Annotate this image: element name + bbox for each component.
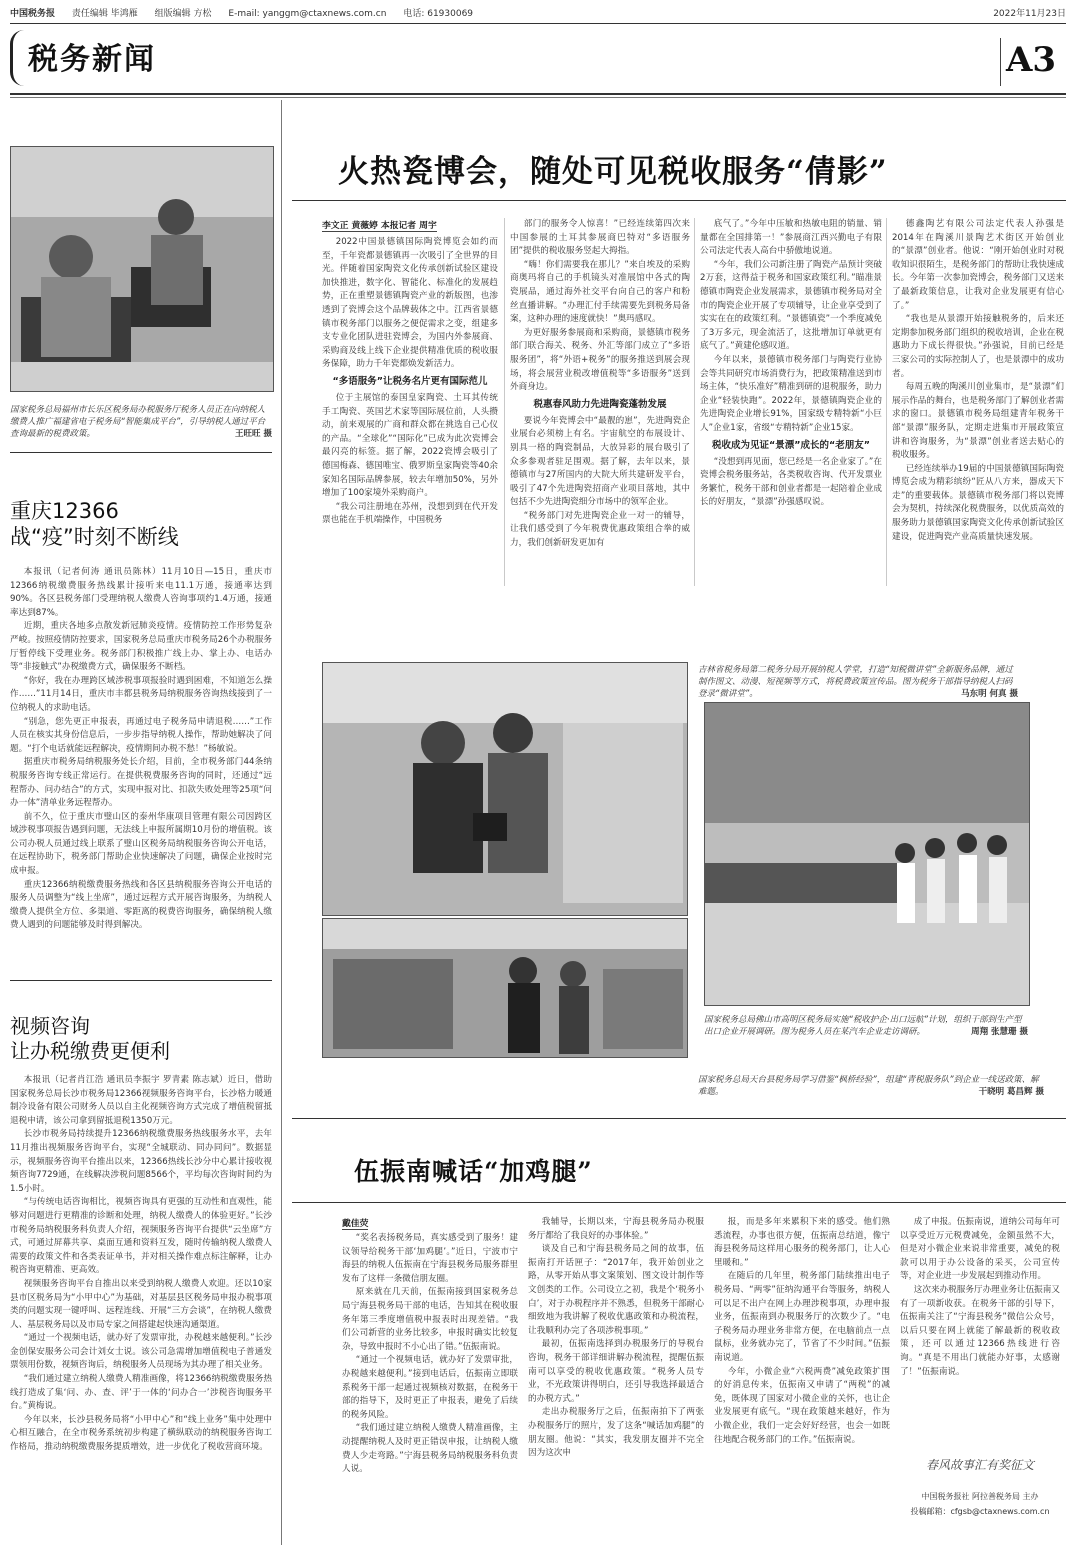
porcelain-paragraph: 为更好服务参展商和采购商，景德镇市税务部门联合海关、税务、外汇等部门成立了“多语服务团”，将“外语+税务”的服务推送到展会现场，将会展营业税改增值税等“多语服务”送到外商身边。 bbox=[510, 327, 690, 393]
foshan-small-photo bbox=[322, 918, 688, 1058]
chongqing-title-line1: 重庆12366 bbox=[10, 499, 119, 523]
porcelain-rule bbox=[292, 200, 1066, 201]
foshan-caption bbox=[704, 1014, 1028, 1038]
caption-credit: 王旺旺 摄 bbox=[235, 429, 272, 439]
porcelain-paragraph: 今年以来，景德镇市税务部门与陶瓷行业协会等共同研究市场消费行为，把政策精准送到市场主体，“快乐准好”精准到研的退税服务，助力企业“轻装快跑”。2022年，景德镇陶瓷企业的先进陶瓷企业增长91%，国家级专精特新“小巨人”企业1家，省级“专精特新”企业15家。 bbox=[700, 354, 882, 433]
chongqing-paragraph: 据重庆市税务局纳税服务处长介绍，目前，全市税务部门44条纳税服务咨询专线正常运行。在提供税费服务咨询的同时，还通过“远程帮办、问办结合”的方式，实现申报对比、扣款失败处理等25项“问办一体”清单业务远程帮办。 bbox=[10, 757, 272, 809]
caption-credit: 干晓明 葛昌辉 摄 bbox=[978, 1087, 1044, 1097]
video-body bbox=[10, 1074, 272, 1542]
caption-credit: 马东明 何真 摄 bbox=[961, 689, 1018, 699]
masthead-meta bbox=[10, 6, 1066, 22]
porcelain-paragraph: “今年，我们公司新注册了陶瓷产品预计突破2万套，这得益于税务和国家政策红利。”瞄准景德镇市陶瓷企业发展需求，景德镇市税务局对全市的陶瓷企业开展了专项辅导，让企业享受到了实实在在的政策红利。“景德镇瓷”一个季度减免了3万多元，现金流活了，这批增加订单就更有底气了。”黄建伦感叹道。 bbox=[700, 259, 882, 352]
video-paragraph: “我们通过建立纳税人缴费人精准画像，将12366纳税缴费服务热线打造成了集‘问、办、查、评’于一体的‘问办合一’涉税咨询服务平台。”黄梅说。 bbox=[10, 1374, 272, 1412]
chicken-paragraph: 这次来办税服务厅办理业务让伍振南又有了一项新收获。在税务干部的引导下，伍振南关注了“宁海县税务”微信公众号，以后只要在网上就能了解最新的税收政策，还可以通过12366热线进行咨询。“真是不用出门就能办好事，太感谢了！”伍振南说。 bbox=[900, 1284, 1060, 1377]
chicken-headline-rule bbox=[292, 1202, 1066, 1203]
porcelain-subhead-3: 税收成为见证“景漂”成长的“老朋友” bbox=[712, 439, 870, 451]
caption-text: 国家税务总局佛山市高明区税务局实施“税收护企·出口远航”计划，组织干部到生产型出口企业开展调研。图为税务人员在某汽车企业走访调研。 bbox=[704, 1015, 1022, 1037]
video-paragraph: 今年以来，长沙县税务局将“小甲中心”和“线上业务”集中处理中心相互融合，在全市税务系统初步构建了横纵联动的纳税服务咨询工作格局，推动纳税缴费服务提质增效，进一步优化了税收营商环境。 bbox=[10, 1414, 272, 1453]
porcelain-paragraph: 已经连续举办19届的中国景德镇国际陶瓷博览会成为精彩缤纷“匠从八方来，器成天下走”的重要载体。景德镇市税务部门将以瓷博会为契机，持续深化税费服务，以优质高效的服务助力景德镇国家陶瓷文化传承创新试验区建设，促进陶瓷产业高质量快速发展。 bbox=[892, 463, 1064, 542]
chongqing-paragraph: “你好，我在办理跨区域涉税事项报验时遇到困难，不知道怎么操作……”11月14日，重庆市丰都县税务局纳税服务咨询热线接到了一位纳税人的求助电话。 bbox=[10, 675, 272, 713]
tiantai-scene-image bbox=[705, 703, 1029, 1005]
caption-text: 国家税务总局天台县税务局学习借鉴“枫桥经验”，组建“青税服务队”到企业一线送政策、解难题。 bbox=[698, 1075, 1039, 1097]
porcelain-paragraph: “我也是从景漂开始接触税务的，后来还定期参加税务部门组织的税收培训，企业在税惠助力下成长得很快。”孙强说，目前已经是三家公司的实际控制人了，也是景漂中的成功者。 bbox=[892, 314, 1064, 379]
porcelain-subhead-2: 税惠春风助力先进陶瓷蓬勃发展 bbox=[533, 398, 667, 410]
porcelain-col4 bbox=[892, 218, 1064, 588]
porcelain-paragraph: 位于主展馆的泰国皇家陶瓷、土耳其传统手工陶瓷、英国艺术家等国际展位前，人头攒动，前来观展的广商和群众都在挑选自己心仪的产品。“全球化”“国际化”已成为此次瓷博会最闪亮的标签。据了解，2022瓷博会吸引了德国梅森、德国唯宝、俄罗斯皇家陶瓷等40余家知名国际品牌参展，较去年增加50%，另外增加了100家境外采购商户。 bbox=[322, 392, 498, 499]
porcelain-paragraph: 每周五晚的陶溪川创业集市，是“景漂”们展示作品的舞台，也是税务部门了解创业者需求的窗口。景德镇市税务局组建青年税务干部“景漂”服务队，定期走进集市开展政策宣讲和咨询服务，为“景漂”创业者送去贴心的税收服务。 bbox=[892, 382, 1064, 461]
porcelain-col1 bbox=[322, 236, 498, 588]
porcelain-byline: 李文正 黄薇婷 本报记者 周宇 bbox=[322, 218, 437, 232]
chicken-paragraph: 谈及自己和宁海县税务局之间的故事，伍振南打开话匣子：“2017年，我开始创业之路，从零开始从事文案策划、图文设计制作等文创类的工作。公司设立之初，我是个‘税务小白’，对于办税程序并不熟悉，但税务干部耐心细致地为我讲解了税收优惠政策和办税流程，让我顺利办完了各项涉税事项。” bbox=[528, 1244, 704, 1336]
layout-editor-name: 组版编辑 方松 bbox=[154, 9, 212, 19]
porcelain-paragraph: “税务部门对先进陶瓷企业一对一的辅导，让我们感受到了今年税费优惠政策组合拳的威力，我们创新研发更加有 bbox=[510, 510, 690, 549]
porcelain-headline: 火热瓷博会，随处可见税收服务“倩影” bbox=[338, 154, 888, 190]
section-rule-thin bbox=[10, 97, 1066, 98]
porcelain-col-rule bbox=[694, 218, 695, 586]
video-paragraph: 长沙市税务局持续提升12366纳税缴费服务热线服务水平，去年11月推出视频服务咨询平台，实现“全城联动、同办同问”。数据显示，视频服务咨询平台推出以来，12366热线长沙分中心累计接收视频咨询7729通，在线解决涉税问题8566个，平均每次咨询时间约为1.5小时。 bbox=[10, 1129, 272, 1194]
video-paragraph: 本报讯（记者肖江浩 通讯员李振宇 罗青素 陈志斌）近日，借助国家税务总局长沙市税务局12366视频服务咨询平台，长沙格力暖通制冷设备有限公司财务人员以自主化视频咨询方式完成了增值税留抵退税申请，该公司拿到留抵退税1350万元。 bbox=[10, 1075, 272, 1126]
left-divider-1 bbox=[10, 452, 272, 453]
chicken-paragraph: 走出办税服务厅之后，伍振南拍下了两张办税服务厅的照片，发了这条“喊话加鸡腿”的朋友圈。他说：“其实，我发朋友圈并不完全因为这次申 bbox=[528, 1407, 704, 1459]
chicken-paragraph: 我辅导，长期以来，宁海县税务局办税服务厅都给了我良好的办事体验。” bbox=[528, 1217, 704, 1241]
porcelain-col-rule bbox=[504, 218, 505, 586]
chicken-paragraph: 原来就在几天前，伍振南接到国家税务总局宁海县税务局干部的电话，告知其在税收服务年第三季度增值税申报表时出现差错。“我们公司新营的业务比较多，申报时确实比较复杂，导致申报时不小心出了错。”伍振南说。 bbox=[342, 1287, 518, 1352]
jilin-photo bbox=[322, 662, 688, 916]
section-rule bbox=[10, 93, 1066, 95]
top-left-photo bbox=[10, 146, 274, 392]
chicken-paragraph: 今年，小微企业“六税两费”减免政策扩围的好消息传来，伍振南又申请了“两税”的减免，既体现了国家对小微企业的关怀，也让企业发展更有底气。“现在政策越来越好，作为小微企业，我们一定会好好经营，也会一如既往地配合税务部门的工作。”伍振南说。 bbox=[714, 1366, 890, 1445]
chicken-paragraph: 报，而是多年来累积下来的感受。他们熟悉流程，办事也很方便，伍振南总结道，像宁海县税务局这样用心服务的税务部门，让人心里暖和。” bbox=[714, 1217, 890, 1268]
chongqing-paragraph: “别急，您先更正申报表，再通过电子税务局申请退税……”工作人员在核实其身份信息后，一步步指导纳税人操作，帮助她解决了问题。“打个电话就能远程解决，疫情期间办税不愁！”杨敏说。 bbox=[10, 716, 272, 754]
video-title-line2: 让办税缴费更便利 bbox=[10, 1039, 170, 1063]
contest-title: 春风故事汇有奖征文 bbox=[925, 1458, 1034, 1472]
chongqing-paragraph: 近期，重庆各地多点散发新冠肺炎疫情。疫情防控工作形势复杂严峻。按照疫情防控要求，国家税务总局重庆市税务局26个办税服务厅暂停线下受理业务。税务部门积极推广线上办、掌上办、电话办等“非接触式”办税缴费方式，确保服务不断档。 bbox=[10, 621, 272, 673]
chongqing-title-line2: 战“疫”时刻不断线 bbox=[10, 525, 179, 549]
issue-date: 2022年11月23日 bbox=[993, 9, 1066, 19]
tiantai-caption bbox=[698, 1074, 1044, 1098]
chongqing-body bbox=[10, 566, 272, 942]
video-title-block bbox=[10, 1014, 272, 1064]
chicken-paragraph: “奖名表扬税务局，真实感受到了服务！建议领导给税务干部‘加鸡腿’。”近日，宁波市宁海县的纳税人伍振南在宁海县税务局服务群里发布了这样一条微信朋友圈。 bbox=[342, 1233, 518, 1284]
chicken-col1 bbox=[342, 1232, 518, 1542]
porcelain-col-rule bbox=[886, 218, 887, 586]
tiantai-photo bbox=[704, 702, 1030, 1006]
section-title: 税务新闻 bbox=[28, 42, 156, 77]
porcelain-paragraph: 部门的服务令人惊喜！”已经连续第四次来中国参展的土耳其参展商巴特对“多语服务团”提供的税收服务竖起大拇指。 bbox=[510, 219, 690, 257]
jilin-caption bbox=[698, 664, 1018, 700]
chicken-headline: 伍振南喊话“加鸡腿” bbox=[354, 1157, 593, 1186]
contest-box bbox=[900, 1438, 1060, 1542]
email: E-mail: yanggm@ctaxnews.com.cn bbox=[228, 9, 387, 19]
chicken-col3 bbox=[714, 1216, 890, 1542]
left-divider-2 bbox=[10, 980, 272, 981]
video-title-line1: 视频咨询 bbox=[10, 1014, 90, 1038]
chongqing-paragraph: 本报讯（记者何涛 通讯员陈林）11月10日—15日，重庆市12366纳税缴费服务热线累计接听来电11.1万通，接通率达到90%。各区县税务部门受理纳税人缴费人咨询事项约1.4万通，接通率达到87%。 bbox=[10, 567, 272, 618]
editor-name: 责任编辑 毕鸿雁 bbox=[71, 9, 138, 19]
caption-text: 吉林省税务局第二税务分局开展纳税人学堂，打造“知税微讲堂”全新服务品牌，通过制作图文、动漫、短视频等方式，将税费政策宣传品。图为税务干部指导纳税人扫码登录“微讲堂”。 bbox=[698, 665, 1013, 699]
porcelain-paragraph: “我公司注册地在苏州，没想到到在代开发票也能在手机端操作，中国税务 bbox=[322, 501, 498, 526]
chicken-byline: 戴佳荧 bbox=[342, 1216, 368, 1230]
video-paragraph: 视频服务咨询平台自推出以来受到纳税人缴费人欢迎。还以10家县市区税务局为“小甲中心”为基础，对基层县区税务局申报办税事项类的问题实现一键呼叫、远程连线、开展“三方会谈”，在纳税人缴费人、基层税务局以及市局专家之间搭建起快速沟通渠道。 bbox=[10, 1278, 272, 1330]
porcelain-paragraph: 要说今年瓷博会中“最靓的崽”，先进陶瓷企业展台必须榜上有名。宇宙航空的布展设计、别具一格的陶瓷制品，大放异彩的展台吸引了众多参观者驻足围观。据了解，去年以来，景德镇市与27所国内的大院大所共建研发平台，吸引了47个先进陶瓷招商产业项目落地，其中包括不少先进陶瓷细分市场中的领军企业。 bbox=[510, 415, 690, 508]
chicken-col4 bbox=[900, 1216, 1060, 1432]
masthead-rule bbox=[10, 23, 1066, 24]
porcelain-subhead-1: “多语服务”让税务名片更有国际范儿 bbox=[332, 375, 488, 387]
contest-email: 投稿邮箱：cfgsb@ctaxnews.com.cn bbox=[910, 1507, 1050, 1516]
porcelain-col3 bbox=[700, 218, 882, 588]
chicken-paragraph: 最初，伍振南选择到办税服务厅的导税台咨询，税务干部详细讲解办税流程，提醒伍振南可以享受的税收优惠政策。“税务人员专业，不光政策讲得明白，还引导我选择最适合的办税方式。” bbox=[528, 1339, 704, 1404]
porcelain-col2 bbox=[510, 218, 690, 588]
chicken-top-rule bbox=[292, 1118, 1066, 1119]
chicken-paragraph: 在随后的几年里，税务部门陆续推出电子税务局、“两零”征纳沟通平台等服务，纳税人可以足不出户在网上办理涉税事项，办理申报业务，伍振南到办税服务厅的次数少了。“电子税务局办理业务非常方便，在电脑前点一点鼠标，业务就办完了，节省了不少时间。”伍振南说道。 bbox=[714, 1271, 890, 1363]
porcelain-paragraph: 底气了。”今年中压敏和热敏电阻的销量、销量都在全国排第一！”参展商江西兴勤电子有限公司法定代表人高台中骄傲地说道。 bbox=[700, 219, 882, 257]
video-paragraph: “通过一个视频电话，就办好了发票审批，办税越来越便利。”长沙金创保安服务公司会计刘女士说。该公司急需增加增值税电子普通发票领用份数，视频咨询后，纳税服务人员现场为其办理了相关业务。 bbox=[10, 1333, 272, 1371]
chicken-paragraph: 成了申报。伍振南说，道纳公司每年可以享受近万元税费减免，金额虽然不大，但是对小微企业来说非常重要，减免的税款可以用于办公设备的采买，公司宣传等，对企业进一步发展起到推动作用。 bbox=[900, 1217, 1060, 1282]
chongqing-title-block bbox=[10, 498, 272, 550]
porcelain-paragraph: “嗨！你们需要我在那儿？”来自埃及的采购商奥玛将自己的手机镜头对准展馆中各式的陶瓷展品，通过海外社交平台向自己的客户和粉丝直播讲解。“办理汇付手续需要先到税务局备案，这种办理的速度就快！”奥玛感叹。 bbox=[510, 259, 690, 325]
porcelain-paragraph: 德鑫陶艺有限公司法定代表人孙强是2014年在陶溪川景陶艺术街区开始创业的“景漂”创业者。他说：“刚开始创业时对税收知识很陌生，是税务部门的帮助让我快速成长。今年第一次参加瓷博会，税务部门又送来了最新政策信息，让我对企业发展更有信心了。” bbox=[892, 219, 1064, 311]
chongqing-paragraph: 前不久，位于重庆市璧山区的泰州华康项目管理有限公司因跨区域涉税事项报告遇到问题，无法线上申报所属期10月份的增值税。该公司办税人员通过线上联系了璧山区税务局纳税服务咨询公开电话，在远程协助下，税务部门帮助企业快速解决了问题，确保企业按时完成申报。 bbox=[10, 811, 272, 877]
page-number: A3 bbox=[1006, 40, 1057, 80]
foshan-factory-image bbox=[323, 919, 687, 1057]
caption-text: 国家税务总局福州市长乐区税务局办税服务厅税务人员正在向纳税人缴费人推广福建省电子税务局“智能集成平台”，引导纳税人通过平台查询最新的税费政策。 bbox=[10, 405, 266, 439]
office-scene-image bbox=[11, 147, 273, 391]
video-paragraph: “与传统电话咨询相比，视频咨询具有更强的互动性和直观性，能够对问题进行更精准的诊断和处理，纳税人缴费人的体验更好。”长沙市税务局纳税服务科负责人介绍，视频服务咨询平台提供“云坐席”方式，可通过屏幕共享、桌面互通和资料互发，随时传输纳税人缴费人需要的政策文件和各类表证单书，并对相关操作难点标注解释，让办税咨询更精准、更高效。 bbox=[10, 1197, 272, 1276]
caption-credit: 周翔 张慧珊 摄 bbox=[971, 1027, 1028, 1037]
vertical-column-rule bbox=[281, 100, 282, 1545]
contest-organizer: 中国税务报社 阿拉善税务局 主办 bbox=[921, 1492, 1039, 1501]
porcelain-paragraph: 2022中国景德镇国际陶瓷博览会如约而至，千年瓷都景德镇再一次吸引了全世界的目光。伴随着国家陶瓷文化传承创新试验区建设加快推进，数字化、智能化、标准化的发展趋势，正在重塑景德镇陶瓷产业的新版图，也渗透到了瓷博会这个品牌载体之中。江西省景德镇市税务部门以服务之便促需求之变，组建多支专业化团队进驻瓷博会，为国内外参展商、采购商及线上线下企业提供精准优质的税收服务保障，助力千年瓷都焕发新活力。 bbox=[322, 237, 498, 370]
chicken-paragraph: “我们通过建立纳税人缴费人精准画像，主动提醒纳税人及时更正错误申报，让纳税人缴费人少走弯路。”宁海县税务局纳税服务科负责人说。 bbox=[342, 1423, 518, 1475]
phone: 电话: 61930069 bbox=[403, 9, 474, 19]
top-left-photo-caption bbox=[10, 404, 272, 440]
jilin-scene-image bbox=[323, 663, 687, 915]
porcelain-paragraph: “没想到再见面，您已经是一名企业家了。”在瓷博会税务服务站，各类税收咨询、代开发票业务繁忙，税务干部和创业者都是一起陪着企业成长的好朋友，“景漂”孙强感叹说。 bbox=[700, 456, 882, 508]
section-title-frame bbox=[10, 30, 1013, 86]
paper-name: 中国税务报 bbox=[10, 9, 56, 19]
chongqing-paragraph: 重庆12366纳税缴费服务热线和各区县纳税服务咨询公开电话的服务人员调整为“线上坐席”，通过远程方式开展咨询服务，为纳税人缴费人提供全方位、多渠道、零距离的税费咨询服务，确保纳税人缴费人遇到的问题能够及时得到解决。 bbox=[10, 879, 272, 931]
chicken-col2 bbox=[528, 1216, 704, 1542]
chicken-paragraph: “通过一个视频电话，就办好了发票审批，办税越来越便利。”接到电话后，伍振南立即联系税务干部一起通过视频核对数据，在税务干部的指导下，及时更正了申报表，避免了后续的税务风险。 bbox=[342, 1355, 518, 1420]
